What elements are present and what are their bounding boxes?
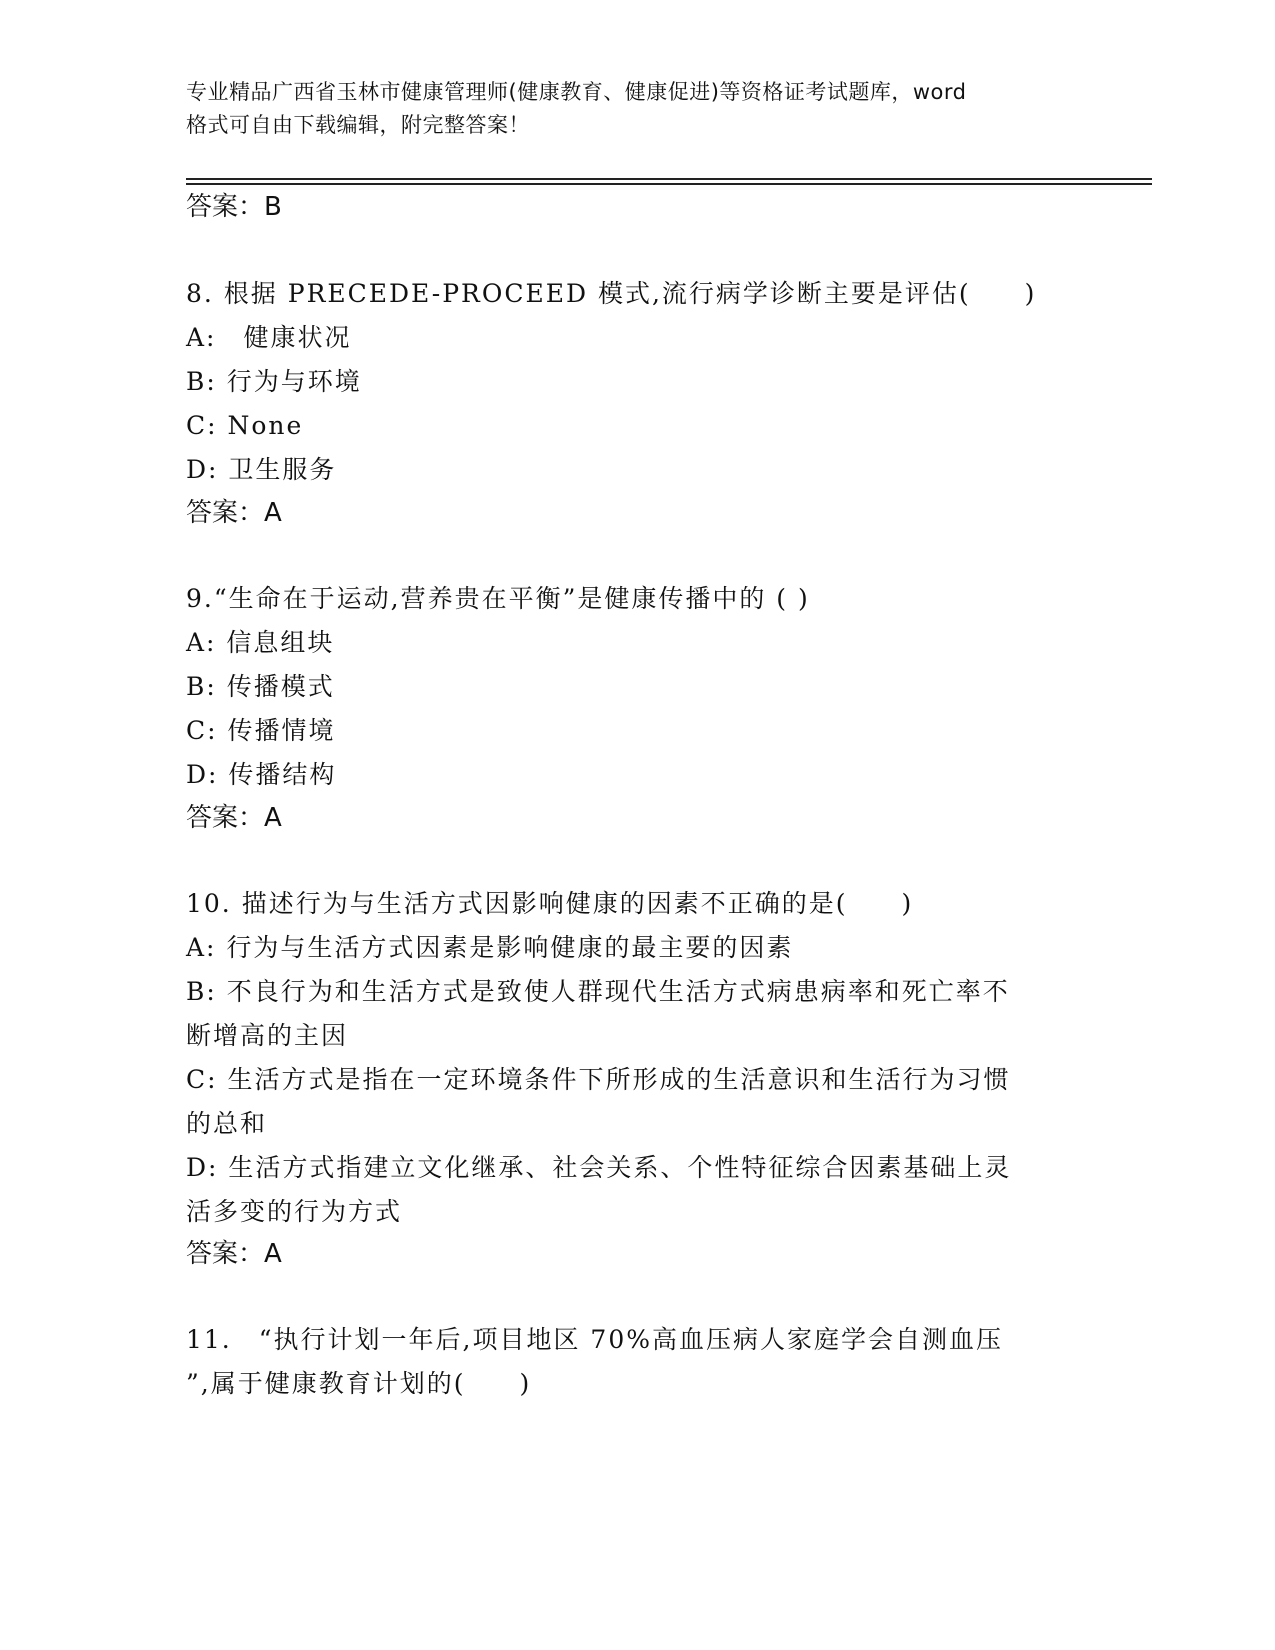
question-10-option-d-continued: 活多变的行为方式 (186, 1197, 403, 1226)
question-9-option-a: A: 信息组块 (186, 628, 335, 657)
header-line-2: 格式可自由下载编辑，附完整答案！ (186, 113, 530, 137)
document-header (186, 76, 1086, 142)
question-10-option-b-continued: 断增高的主因 (186, 1021, 349, 1050)
previous-answer: 答案：B (186, 192, 282, 222)
question-10-answer: 答案：A (186, 1239, 282, 1269)
question-9-stem: 9.“生命在于运动,营养贵在平衡”是健康传播中的 ( ) (186, 584, 810, 613)
question-8-option-c: C: None (186, 411, 304, 440)
question-8-answer: 答案：A (186, 498, 282, 528)
question-11-stem: 11. “执行计划一年后,项目地区 70%高血压病人家庭学会自测血压 (186, 1325, 1004, 1354)
question-9-option-d: D: 传播结构 (186, 760, 337, 789)
header-divider-top (186, 178, 1152, 180)
question-8-option-b: B: 行为与环境 (186, 367, 362, 396)
question-10-option-b: B: 不良行为和生活方式是致使人群现代生活方式病患病率和死亡率不 (186, 977, 1010, 1006)
question-8-option-a: A: 健康状况 (186, 323, 352, 352)
question-9-answer: 答案：A (186, 803, 282, 833)
question-10-option-a: A: 行为与生活方式因素是影响健康的最主要的因素 (186, 933, 794, 962)
question-8-option-d: D: 卫生服务 (186, 455, 337, 484)
header-divider-bottom (186, 183, 1152, 185)
question-9-option-b: B: 传播模式 (186, 672, 335, 701)
question-9-option-c: C: 传播情境 (186, 716, 336, 745)
header-line-1: 专业精品广西省玉林市健康管理师(健康教育、健康促进)等资格证考试题库，word (186, 80, 967, 104)
question-10-option-c: C: 生活方式是指在一定环境条件下所形成的生活意识和生活行为习惯 (186, 1065, 1011, 1094)
question-10-option-c-continued: 的总和 (186, 1109, 268, 1138)
question-10-stem: 10. 描述行为与生活方式因影响健康的因素不正确的是( ) (186, 889, 914, 918)
question-10-option-d: D: 生活方式指建立文化继承、社会关系、个性特征综合因素基础上灵 (186, 1153, 1012, 1182)
question-8-stem: 8. 根据 PRECEDE-PROCEED 模式,流行病学诊断主要是评估( ) (186, 279, 1037, 308)
question-11-stem-continued: ”,属于健康教育计划的( ) (186, 1369, 532, 1398)
